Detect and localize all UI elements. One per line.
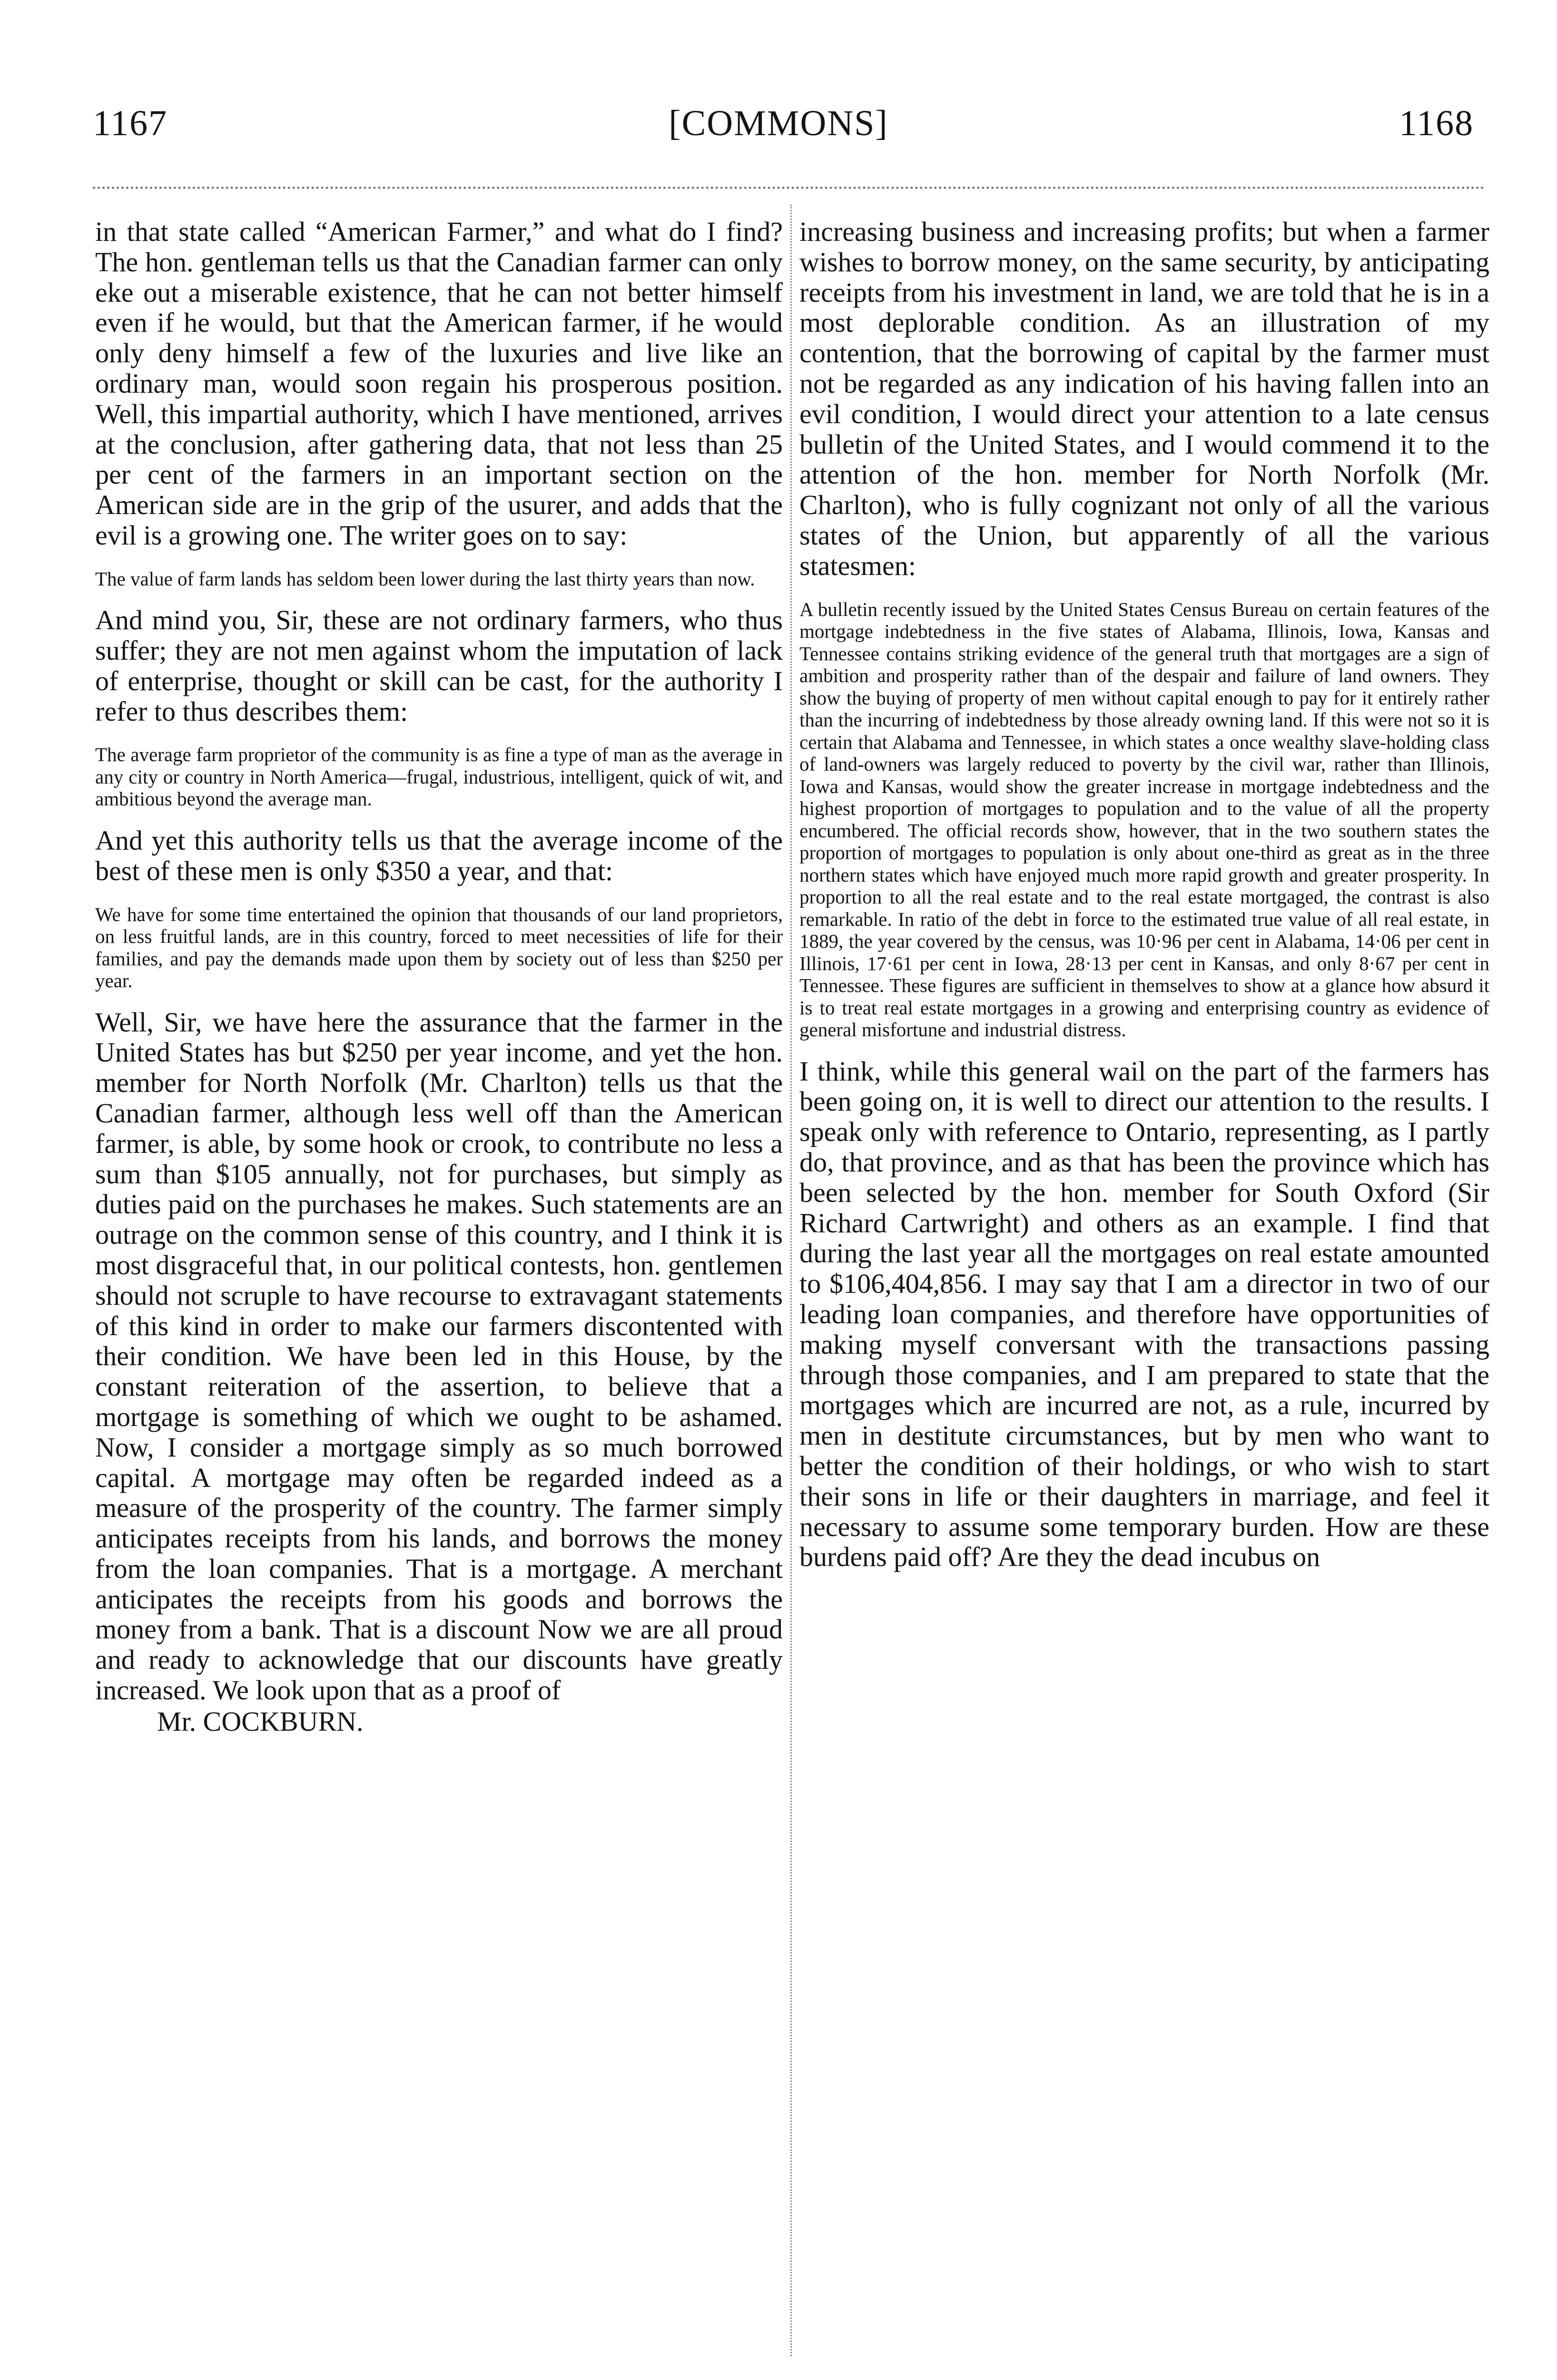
header-rule bbox=[93, 187, 1485, 189]
speaker-signature: Mr. COCKBURN. bbox=[157, 1706, 364, 1737]
page-number-left: 1167 bbox=[93, 103, 168, 143]
paragraph: Well, Sir, we have here the assurance that the farmer in the United States has but $250 per year income, and yet the hon. member for North Norfolk (Mr. Charlton) tells us that the Canadian farmer, although less well off than the American farmer, is able, by some hook or crook, to contribute no less a sum than $105 annually, not for purchases, but simply as duties paid on the purchases he makes. Such statements are an outrage on the common sense of this country, and I think it is most disgraceful that, in our political contests, hon. gentlemen should not scruple to have recourse to extravagant statements of this kind in order to make our farmers discontented with their condition. We have been led in this House, by the constant reiteration of the assertion, to believe that a mortgage is something of which we ought to be ashamed. Now, I consider a mortgage simply as so much borrowed capital. A mortgage may often be regarded indeed as a measure of the prosperity of the country. The farmer simply anticipates receipts from his lands, and borrows the money from the loan companies. That is a mortgage. A merchant anticipates the receipts from his goods and borrows the money from a bank. That is a discount Now we are all proud and ready to acknowledge that our discounts have greatly increased. We look upon that as a proof of bbox=[95, 1006, 783, 1706]
paragraph: And mind you, Sir, these are not ordinary farmers, who thus suffer; they are not men against whom the imputation of lack of enterprise, thought or skill can be cast, for the authority I refer to thus describes them: bbox=[95, 605, 783, 727]
block-quote: We have for some time entertained the opinion that thousands of our land proprietors, on less fruitful lands, are in this country, forced to meet necessities of life for their families, and pay the demands made upon them by society out of less than $250 per year. bbox=[95, 903, 783, 992]
paragraph: increasing business and increasing profits; but when a farmer wishes to borrow money, on the same security, by anticipating receipts from his investment in land, we are told that he is in a most deplorable condition. As an illustration of my contention, that the borrowing of capital by the farmer must not be regarded as any indication of his having fallen into an evil condition, I would direct your attention to a late census bulletin of the United States, and I would commend it to the attention of the hon. member for North Norfolk (Mr. Charlton), who is fully cognizant not only of all the various states of the Union, but apparently of all the various statesmen: bbox=[799, 216, 1489, 581]
running-header: [COMMONS] bbox=[669, 103, 888, 143]
paragraph: And yet this authority tells us that the average income of the best of these men is only $350 a year, and that: bbox=[95, 824, 783, 886]
block-quote: The value of farm lands has seldom been lower during the last thirty years than now. bbox=[95, 567, 755, 590]
column-divider bbox=[790, 205, 792, 2356]
block-quote: A bulletin recently issued by the United States Census Bureau on certain features of the mortgage indebtedness in the five states of Alabama, Illinois, Iowa, Kansas and Tennessee contains striking evidence of the general truth that mortgages are a sign of ambition and prosperity rather than of the despair and failure of land owners. They show the buying of property of men without capital enough to pay for it entirely rather than the incurring of indebtedness by those already owning land. If this were not so it is certain that Alabama and Tennessee, in which states a once wealthy slave-holding class of land-owners was largely reduced to poverty by the civil war, rather than Illinois, Iowa and Kansas, would show the greater increase in mortgage indebtedness and the highest proportion of mortgages to population and to the value of all the property encumbered. The official records show, however, that in the two southern states the proportion of mortgages to population is only about one-third as great as in the three northern states which have enjoyed much more rapid growth and greater prosperity. In proportion to all the real estate and to the real estate mortgaged, the contrast is also remarkable. In ratio of the debt in force to the estimated true value of all real estate, in 1889, the year covered by the census, was 10·96 per cent in Alabama, 14·06 per cent in Illinois, 17·61 per cent in Iowa, 28·13 per cent in Kansas, and only 8·67 per cent in Tennessee. These figures are sufficient in themselves to show at a glance how absurd it is to treat real estate mortgages in a growing and enterprising country as evidence of general misfortune and industrial distress. bbox=[799, 598, 1489, 1041]
block-quote: The average farm proprietor of the community is as fine a type of man as the average in any city or country in North America—frugal, industrious, intelligent, quick of wit, and ambitious beyond the average man. bbox=[95, 744, 783, 810]
right-column bbox=[799, 217, 1489, 1572]
paragraph: in that state called “American Farmer,” and what do I find? The hon. gentleman tells us that the Canadian farmer can only eke out a miserable existence, that he can not better himself even if he would, but that the American farmer, if he would only deny himself a few of the luxuries and live like an ordinary man, would soon regain his prosperous position. Well, this impartial authority, which I have mentioned, arrives at the conclusion, after gathering data, that not less than 25 per cent of the farmers in an important section on the American side are in the grip of the usurer, and adds that the evil is a growing one. The writer goes on to say: bbox=[95, 216, 783, 551]
left-column bbox=[95, 217, 783, 1737]
page-number-right: 1168 bbox=[1399, 103, 1474, 143]
paragraph: I think, while this general wail on the part of the farmers has been going on, it is well to direct our attention to the results. I speak only with reference to Ontario, representing, as I partly do, that province, and as that has been the province which has been selected by the hon. member for South Oxford (Sir Richard Cartwright) and others as an example. I find that during the last year all the mortgages on real estate amounted to $106,404,856. I may say that I am a director in two of our leading loan companies, and therefore have opportunities of making myself conversant with the transactions passing through those companies, and I am prepared to state that the mortgages which are incurred are not, as a rule, incurred by men in destitute circumstances, but by men who want to better the condition of their holdings, or who wish to start their sons in life or their daughters in marriage, and feel it necessary to assume some temporary burden. How are these burdens paid off? Are they the dead incubus on bbox=[799, 1055, 1489, 1573]
